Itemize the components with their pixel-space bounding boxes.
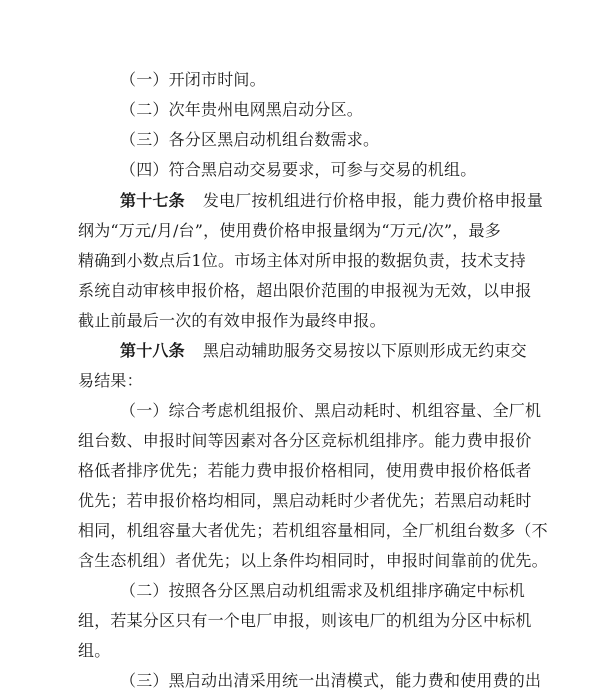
article-17-text-5: 截止前最后一次的有效申报作为最终申报。 bbox=[78, 311, 386, 330]
list-item-4: （四）符合黑启动交易要求，可参与交易的机组。 bbox=[120, 160, 477, 179]
article-17-text-3: 精确到小数点后1位。市场主体对所申报的数据负责，技术支持 bbox=[78, 251, 526, 270]
list-item-3: （三）各分区黑启动机组台数需求。 bbox=[120, 130, 380, 149]
article-18-item3-line-1: （三）黑启动出清采用统一出清模式，能力费和使用费的出 bbox=[120, 671, 542, 690]
list-item-1: （一）开闭市时间。 bbox=[120, 70, 266, 89]
article-17-text-2: 纲为“万元/月/台”，使用费价格申报量纲为“万元/次”，最多 bbox=[78, 221, 501, 240]
article-17-text-1: 发电厂按机组进行价格申报，能力费价格申报量 bbox=[202, 191, 544, 210]
article-18-item2-line-3: 组。 bbox=[78, 641, 111, 660]
article-18-item1-line-2: 组台数、申报时间等因素对各分区竞标机组排序。能力费申报价 bbox=[78, 431, 532, 450]
article-18-heading: 第十八条 bbox=[120, 341, 185, 360]
article-18-item1-line-3: 格低者排序优先；若能力费申报价格相同，使用费申报价格低者 bbox=[78, 461, 532, 480]
article-18-item2-line-2: 组，若某分区只有一个电厂申报，则该电厂的机组为分区中标机 bbox=[78, 611, 532, 630]
article-18-first-line bbox=[120, 341, 527, 361]
article-18-item1-line-4: 优先；若申报价格均相同，黑启动耗时少者优先；若黑启动耗时 bbox=[78, 491, 532, 510]
article-18-text-2: 易结果： bbox=[78, 371, 143, 390]
article-17-text-4: 系统自动审核申报价格，超出限价范围的申报视为无效，以申报 bbox=[78, 281, 532, 300]
article-17-heading: 第十七条 bbox=[120, 191, 185, 210]
article-17-first-line bbox=[120, 191, 543, 211]
article-18-item2-line-1: （二）按照各分区黑启动机组需求及机组排序确定中标机 bbox=[120, 581, 526, 600]
article-18-item1-line-6: 含生态机组）者优先；以上条件均相同时，申报时间靠前的优先。 bbox=[78, 551, 548, 570]
article-18-item1-line-1: （一）综合考虑机组报价、黑启动耗时、机组容量、全厂机 bbox=[120, 401, 542, 420]
article-18-item1-line-5: 相同，机组容量大者优先；若机组容量相同，全厂机组台数多（不 bbox=[78, 521, 548, 540]
article-18-text-1: 黑启动辅助服务交易按以下原则形成无约束交 bbox=[202, 341, 527, 360]
list-item-2: （二）次年贵州电网黑启动分区。 bbox=[120, 100, 364, 119]
